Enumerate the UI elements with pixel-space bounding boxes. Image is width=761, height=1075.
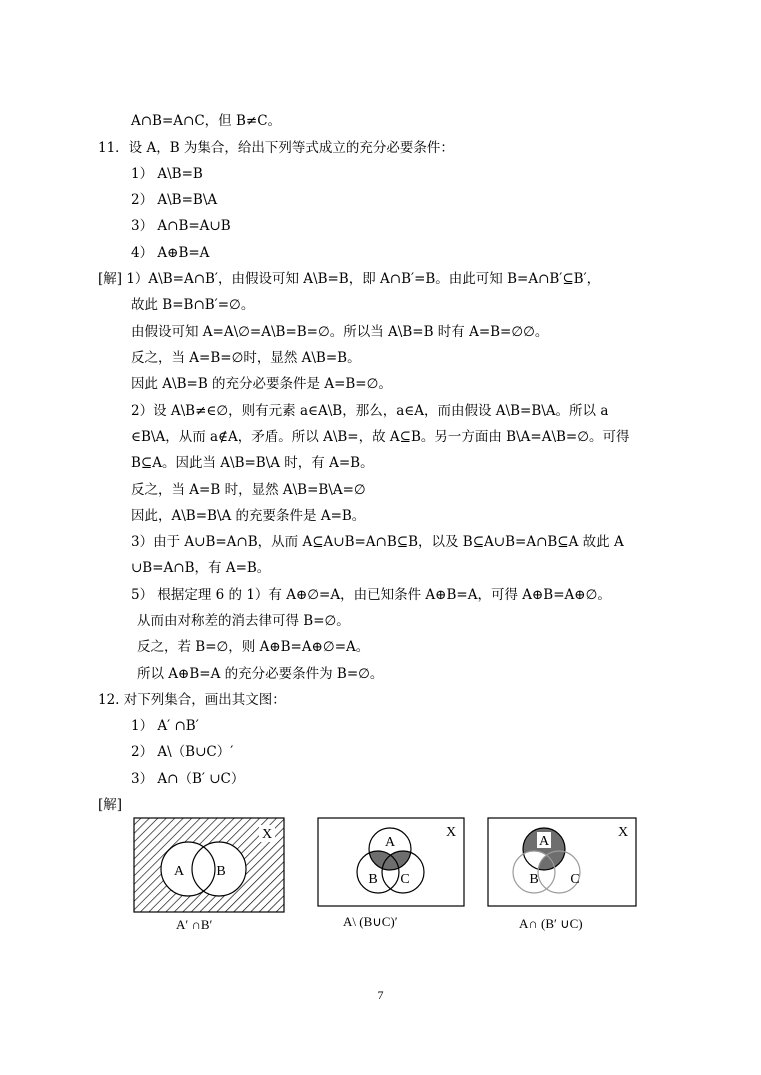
universe-label: X	[617, 825, 629, 840]
set-c-label: C	[570, 872, 580, 887]
venn-diagram-2	[317, 817, 465, 907]
problem-12-statement: 12. 对下列集合，画出其文图：	[98, 692, 286, 708]
venn-caption-3: A∩ (B′ ∪C)	[519, 916, 583, 931]
set-c-label: C	[400, 872, 410, 887]
solution-11-line: 因此，A\B=B\A 的充要条件是 A=B。	[131, 508, 366, 524]
solution-11-line: 5） 根据定理 6 的 1）有 A⊕∅=A，由已知条件 A⊕B=A，可得 A⊕B=A⊕∅。	[131, 587, 611, 603]
universe-label: X	[261, 827, 273, 842]
venn-diagram-1	[133, 817, 285, 913]
problem-11-item-4: 4） A⊕B=A	[131, 245, 210, 261]
page-number: 7	[377, 988, 384, 1002]
set-a-label: A	[384, 835, 396, 850]
problem-11-item-2: 2） A\B=B\A	[131, 192, 218, 208]
solution-11-line: 反之，若 B=∅，则 A⊕B=A⊕∅=A。	[137, 639, 370, 655]
problem-11-item-1: 1） A\B=B	[131, 166, 203, 182]
solution-11-line: 2）设 A\B≠∈∅，则有元素 a∈A\B，那么，a∈A，而由假设 A\B=B\A。所以 a	[131, 403, 609, 419]
universe-label: X	[445, 825, 457, 840]
problem-12-item-3: 3） A∩（B′ ∪C）	[131, 771, 245, 787]
set-a-label: A	[173, 864, 185, 879]
solution-11-line: 所以 A⊕B=A 的充分必要条件为 B=∅。	[137, 666, 384, 682]
solution-11-line: 反之，当 A=B 时，显然 A\B=B\A=∅	[131, 482, 366, 498]
set-b-label: B	[529, 872, 539, 887]
venn-diagram-3	[487, 817, 637, 907]
venn-caption-2: A\ (B∪C)′	[343, 914, 398, 929]
solution-11-line: [解] 1）A\B=A∩B′，由假设可知 A\B=B，即 A∩B′=B。由此可知 B=A∩B′⊆B′，	[98, 271, 601, 287]
solution-11-line: 3）由于 A∪B=A∩B，从而 A⊆A∪B=A∩B⊆B，以及 B⊆A∪B=A∩B⊆A 故此 A	[131, 534, 624, 550]
problem-12-item-2: 2） A\（B∪C）′	[131, 744, 234, 760]
solution-11-line: 故此 B=B∩B′=∅。	[131, 297, 255, 313]
problem-11-statement: 11．设 A，B 为集合，给出下列等式成立的充分必要条件：	[98, 140, 454, 156]
solution-11-line: 反之，当 A=B=∅时，显然 A\B=B。	[131, 350, 361, 366]
solution-12-label: [解]	[98, 797, 123, 813]
solution-11-line: ∈B\A，从而 a∉A，矛盾。所以 A\B=，故 A⊆B。另一方面由 B\A=A\B=∅。可得	[131, 429, 630, 445]
text-line: A∩B=A∩C，但 B≠C。	[131, 113, 282, 129]
solution-11-line: 由假设可知 A=A\∅=A\B=B=∅。所以当 A\B=B 时有 A=B=∅∅。	[131, 324, 549, 340]
solution-11-line: B⊆A。因此当 A\B=B\A 时，有 A=B。	[131, 455, 374, 471]
set-a-label: A	[538, 834, 550, 849]
solution-11-line: ∪B=A∩B，有 A=B。	[131, 560, 271, 576]
problem-12-item-1: 1） A′ ∩B′	[131, 718, 199, 734]
venn-caption-1: A′ ∩B′	[176, 917, 213, 932]
solution-11-line: 从而由对称差的消去律可得 B=∅。	[137, 613, 350, 629]
problem-11-item-3: 3） A∩B=A∪B	[131, 218, 231, 234]
set-b-label: B	[368, 872, 378, 887]
solution-11-line: 因此 A\B=B 的充分必要条件是 A=B=∅。	[131, 376, 392, 392]
set-b-label: B	[216, 864, 226, 879]
